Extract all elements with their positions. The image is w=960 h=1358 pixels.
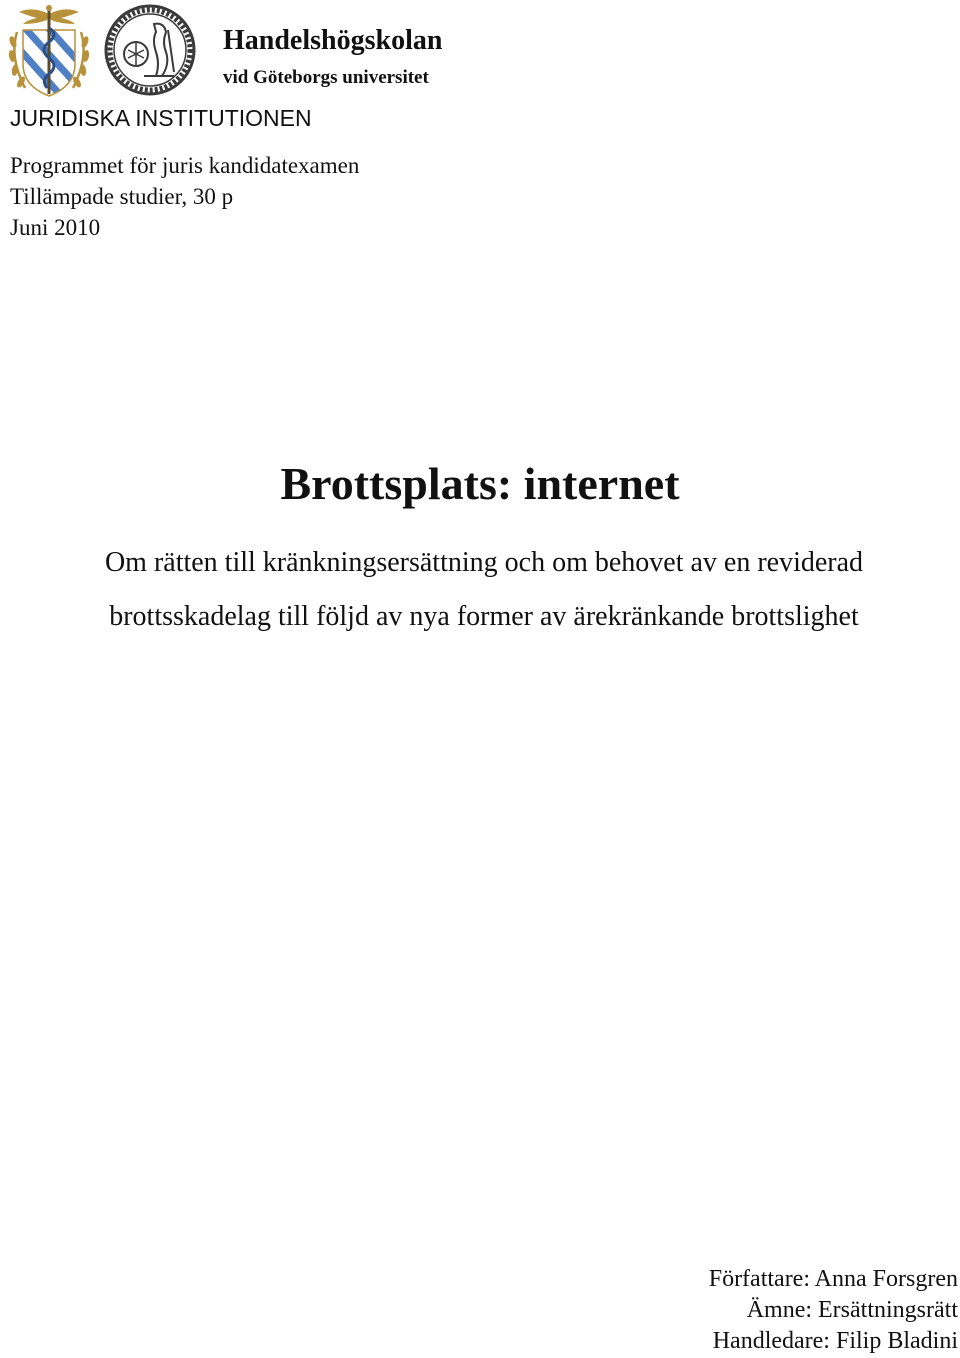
credits-block: [709, 1264, 958, 1357]
course-info: Tillämpade studier, 30 p: [10, 184, 234, 209]
date: Juni 2010: [10, 215, 101, 240]
university-seal-icon: [104, 2, 196, 100]
program-info: [10, 150, 359, 243]
thesis-subtitle: [0, 536, 960, 644]
school-emblem-icon: [3, 2, 95, 100]
department-name: JURIDISKA INSTITUTIONEN: [10, 105, 312, 131]
school-subtitle: vid Göteborgs universitet: [223, 67, 429, 88]
author: Författare: Anna Forsgren: [708, 1266, 958, 1292]
supervisor: Handledare: Filip Bladini: [712, 1328, 958, 1354]
subtitle-line: brottsskadelag till följd av nya former av ärekränkande brottslighet: [109, 601, 859, 632]
thesis-title: Brottsplats: internet: [280, 458, 680, 509]
school-name: Handelshögskolan: [223, 25, 443, 56]
program-name: Programmet för juris kandidatexamen: [10, 153, 360, 178]
subtitle-line: Om rätten till kränkningsersättning och om behovet av en reviderad: [104, 547, 864, 578]
subject: Ämne: Ersättningsrätt: [746, 1297, 958, 1323]
